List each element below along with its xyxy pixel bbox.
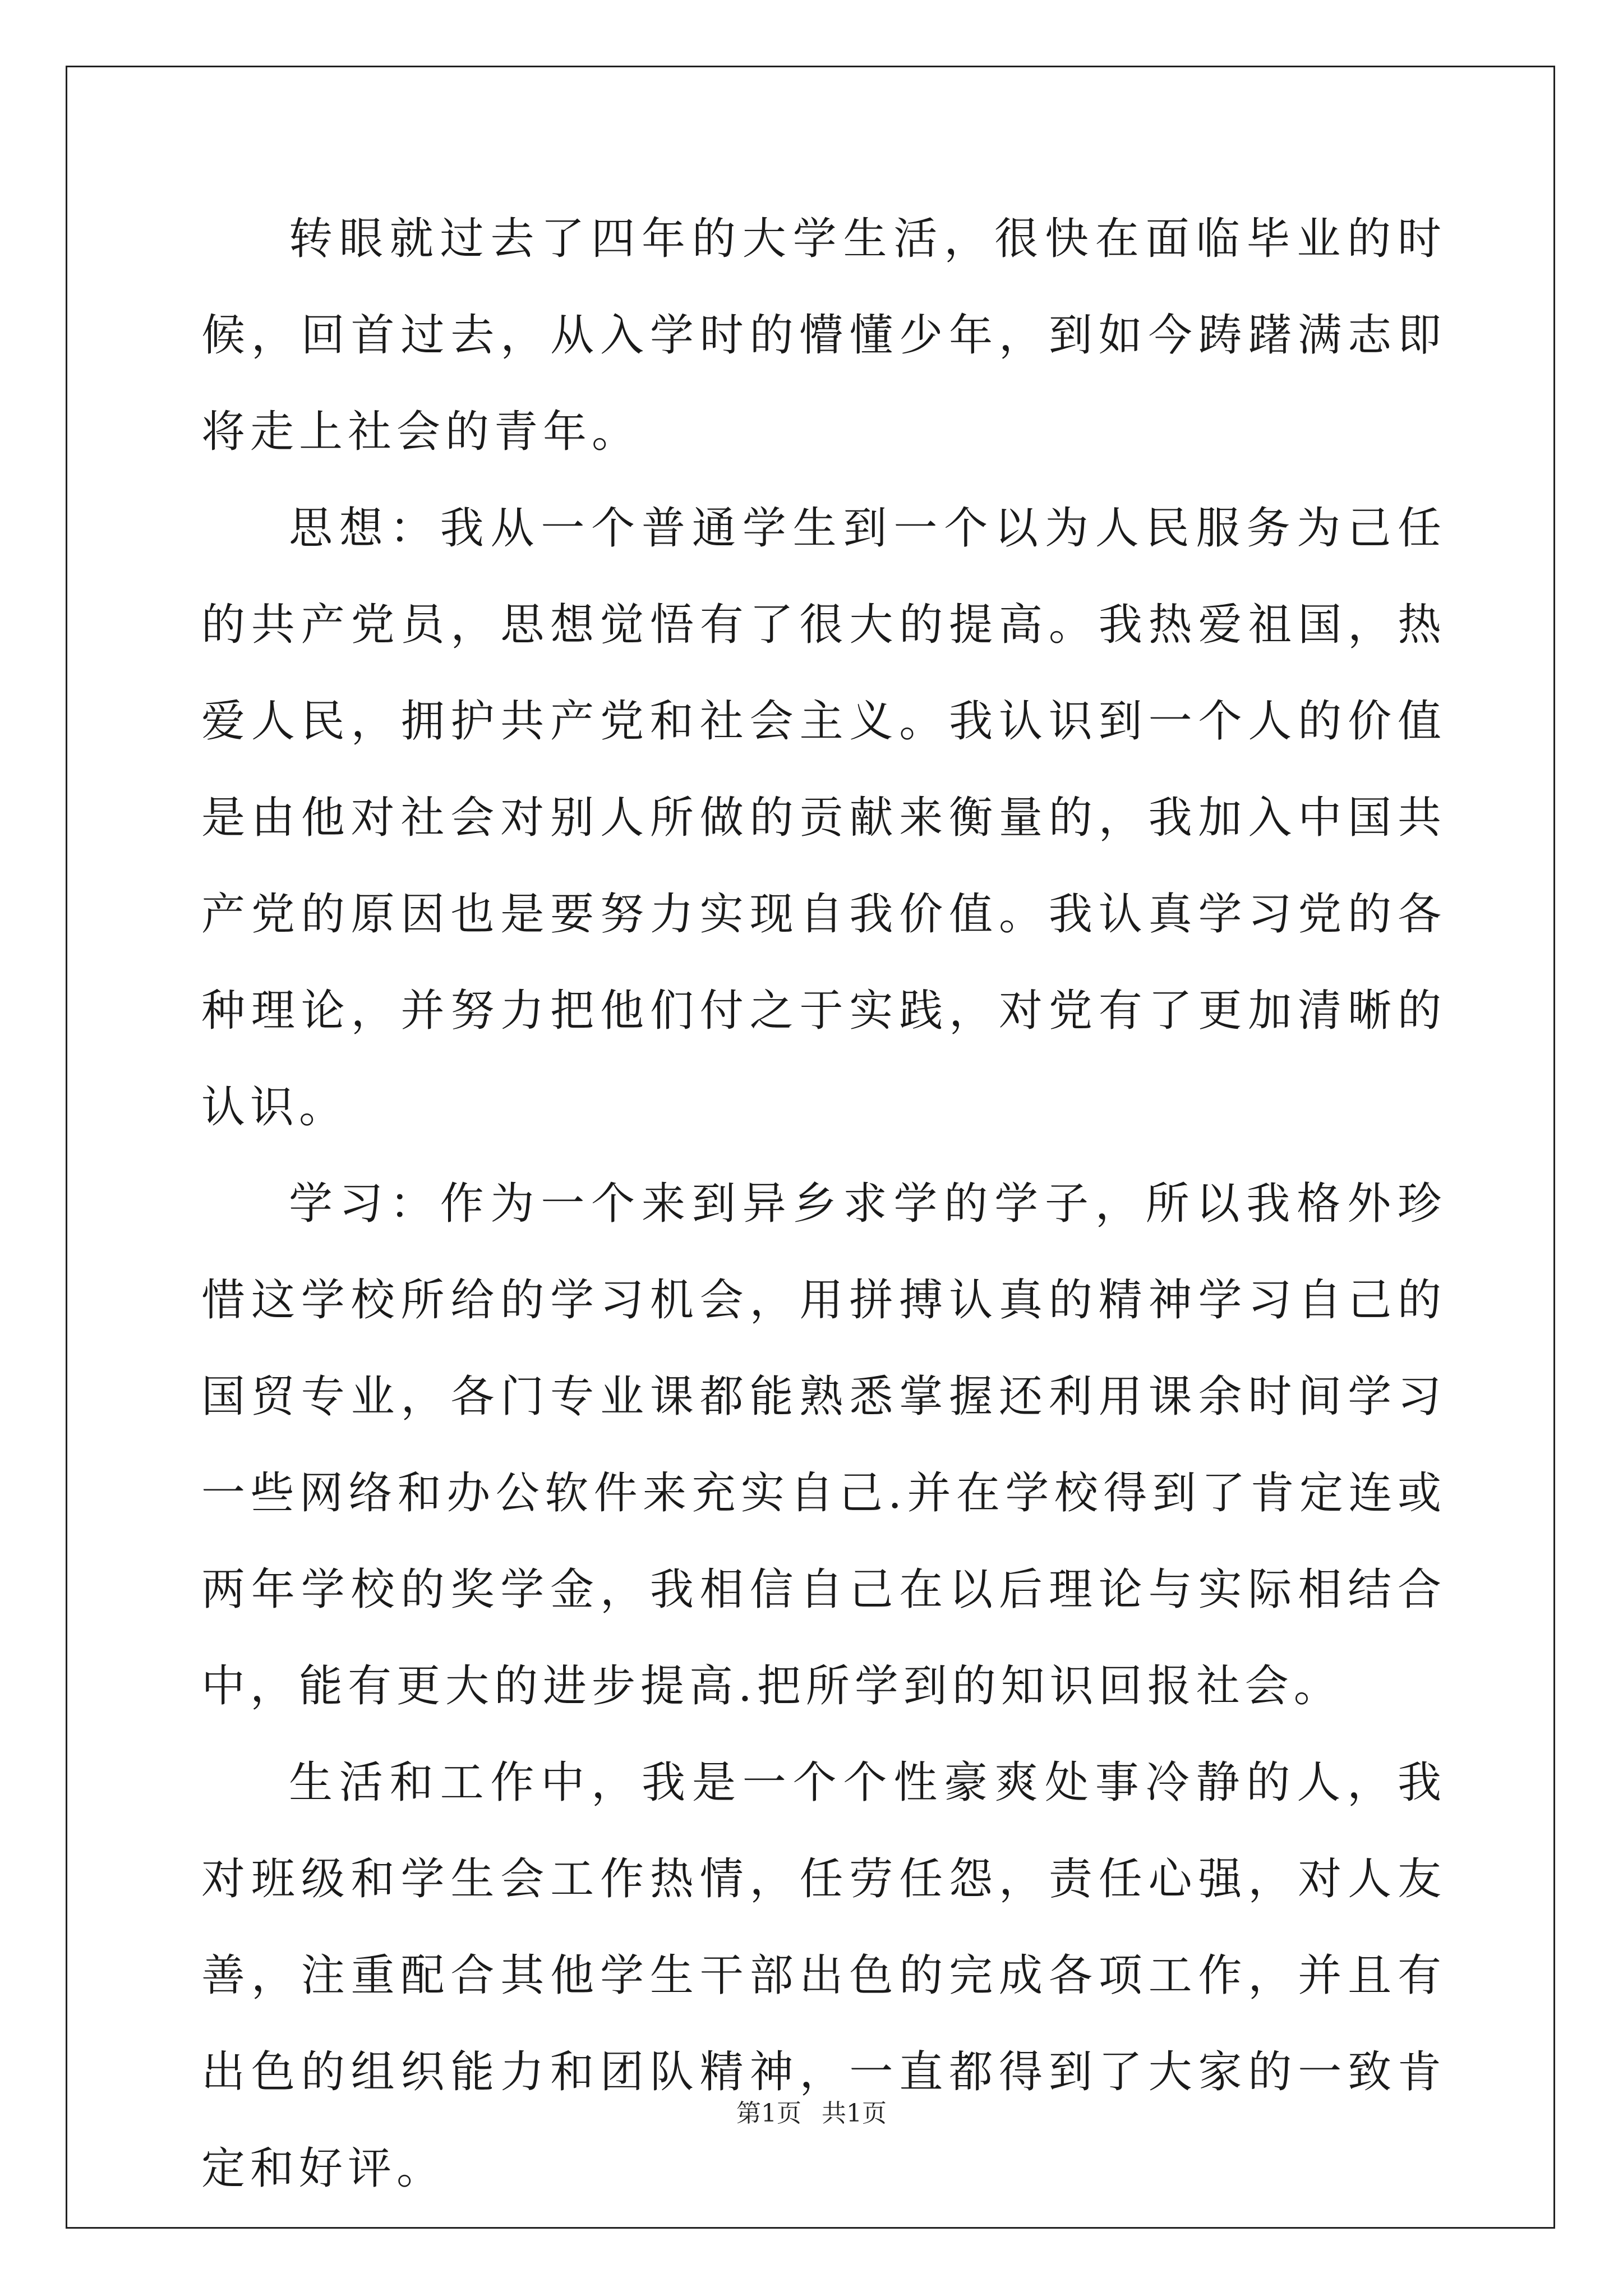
page-total: 共1页	[822, 2099, 887, 2128]
page-number: 第1页	[736, 2099, 801, 2128]
document-body	[201, 191, 1446, 2217]
page-footer	[0, 2097, 1623, 2131]
paragraph-study: 学习：作为一个来到异乡求学的学子，所以我格外珍惜这学校所给的学习机会，用拼搏认真的精神学习自己的国贸专业，各门专业课都能熟悉掌握还利用课余时间学习一些网络和办公软件来充实自己.并在学校得到了肯定连或两年学校的奖学金，我相信自己在以后理论与实际相结合中，能有更大的进步提高.把所学到的知识回报社会。	[201, 1179, 1446, 1711]
paragraph-thought: 思想：我从一个普通学生到一个以为人民服务为己任的共产党员，思想觉悟有了很大的提高。我热爱祖国，热爱人民，拥护共产党和社会主义。我认识到一个人的价值是由他对社会对别人所做的贡献来衡量的，我加入中国共产党的原因也是要努力实现自我价值。我认真学习党的各种理论，并努力把他们付之于实践，对党有了更加清晰的认识。	[201, 503, 1446, 1133]
paragraph-life-work: 生活和工作中，我是一个个性豪爽处事冷静的人，我对班级和学生会工作热情，任劳任怨，责任心强，对人友善，注重配合其他学生干部出色的完成各项工作，并且有出色的组织能力和团队精神，一直都得到了大家的一致肯定和好评。	[201, 1757, 1446, 2194]
paragraph-intro: 转眼就过去了四年的大学生活，很快在面临毕业的时候，回首过去，从入学时的懵懂少年，到如今踌躇满志即将走上社会的青年。	[201, 214, 1446, 457]
